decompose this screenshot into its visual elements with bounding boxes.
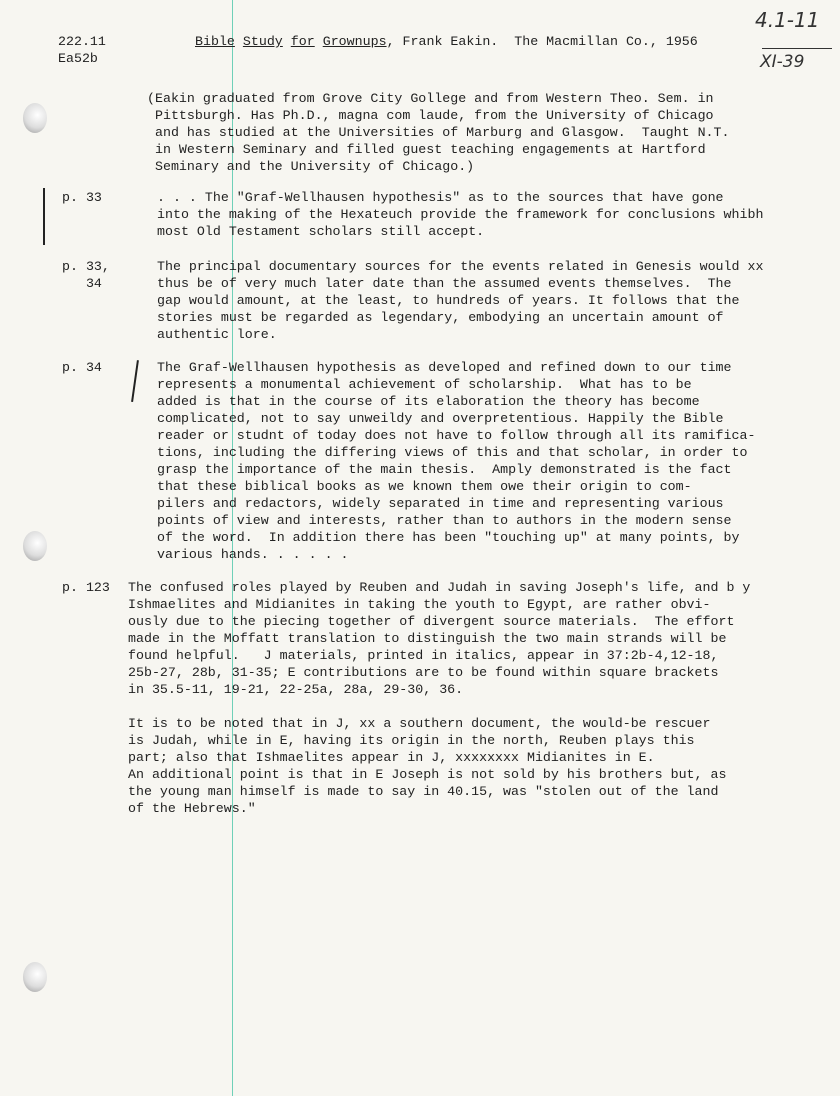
bio-line: Seminary and the University of Chicago.) xyxy=(147,159,475,174)
page-reference xyxy=(62,579,110,596)
handwritten-catalog-number: 4.1-11 xyxy=(755,8,820,32)
note-quote xyxy=(157,258,763,343)
note-line: various hands. . . . . . xyxy=(157,547,349,562)
page-number: p. 123 xyxy=(62,580,110,595)
note-line: part; also that Ishmaelites appear in J, xxxxxxxx Midianites in E. xyxy=(128,750,655,765)
page-number: p. 34 xyxy=(62,360,102,375)
punch-hole xyxy=(23,962,47,992)
note-line: into the making of the Hexateuch provide the framework for conclusions whibh xyxy=(157,207,764,222)
note-line xyxy=(128,698,750,715)
title-word: Grownups xyxy=(322,34,387,49)
note-line: made in the Moffatt translation to distinguish the two main strands will be xyxy=(128,631,727,646)
note-line: An additional point is that in E Joseph is not sold by his brothers but, as xyxy=(128,767,727,782)
note-line: added is that in the course of its elaboration the theory has become xyxy=(157,394,700,409)
note-line: reader or studnt of today does not have to follow through all its ramifica- xyxy=(157,428,756,443)
note-line: 25b-27, 28b, 31-35; E contributions are to be found within square brackets xyxy=(128,665,719,680)
note-line: . . . The "Graf-Wellhausen hypothesis" as to the sources that have gone xyxy=(157,190,724,205)
bio-line: in Western Seminary and filled guest teaching engagements at Hartford xyxy=(147,142,706,157)
note-line: in 35.5-11, 19-21, 22-25a, 28a, 29-30, 36. xyxy=(128,682,464,697)
author-bio xyxy=(147,90,730,175)
note-line: tions, including the differing views of this and that scholar, in order to xyxy=(157,445,748,460)
page-reference xyxy=(62,359,102,376)
note-line: complicated, not to say unweildy and overpretentious. Happily the Bible xyxy=(157,411,724,426)
page-reference xyxy=(62,189,102,206)
note-line: ously due to the piecing together of divergent source materials. The effort xyxy=(128,614,735,629)
note-line: found helpful. J materials, printed in italics, appear in 37:2b-4,12-18, xyxy=(128,648,719,663)
note-line: authentic lore. xyxy=(157,327,277,342)
punch-hole xyxy=(23,531,47,561)
note-line: that these biblical books as we known them owe their origin to com- xyxy=(157,479,692,494)
note-line: pilers and redactors, widely separated in time and representing various xyxy=(157,496,724,511)
note-line: of the word. In addition there has been "touching up" at many points, by xyxy=(157,530,740,545)
note-line: of the Hebrews." xyxy=(128,801,256,816)
page-reference xyxy=(62,258,110,292)
bio-line: and has studied at the Universities of Marburg and Glasgow. Taught N.T. xyxy=(147,125,730,140)
call-number-line: 222.11 xyxy=(58,34,106,49)
title-word: Study xyxy=(242,34,283,49)
page-number: p. 33, xyxy=(62,259,110,274)
citation-rest: , Frank Eakin. The Macmillan Co., 1956 xyxy=(386,34,698,49)
note-line: the young man himself is made to say in 40.15, was "stolen out of the land xyxy=(128,784,719,799)
bio-line: Pittsburgh. Has Ph.D., magna com laude, from the University of Chicago xyxy=(147,108,714,123)
margin-mark xyxy=(131,360,138,402)
note-line: is Judah, while in E, having its origin in the north, Reuben plays this xyxy=(128,733,695,748)
handwritten-volume-number: XI-39 xyxy=(760,52,805,72)
punch-hole xyxy=(23,103,47,133)
note-line: Ishmaelites and Midianites in taking the youth to Egypt, are rather obvi- xyxy=(128,597,711,612)
note-line: The Graf-Wellhausen hypothesis as developed and refined down to our time xyxy=(157,360,732,375)
note-line: points of view and interests, rather than to authors in the modern sense xyxy=(157,513,732,528)
bio-line: (Eakin graduated from Grove City Gollege and from Western Theo. Sem. in xyxy=(147,91,714,106)
book-citation xyxy=(195,33,698,50)
note-line: most Old Testament scholars still accept. xyxy=(157,224,485,239)
note-line: represents a monumental achievement of scholarship. What has to be xyxy=(157,377,692,392)
note-quote xyxy=(157,189,763,240)
title-word: Bible xyxy=(195,34,235,49)
note-quote xyxy=(157,359,755,563)
note-line: stories must be regarded as legendary, embodying an uncertain amount of xyxy=(157,310,724,325)
note-line: thus be of very much later date than the assumed events themselves. The xyxy=(157,276,732,291)
margin-mark xyxy=(43,188,45,245)
note-quote xyxy=(128,579,750,817)
page-number: p. 33 xyxy=(62,190,102,205)
note-line: The principal documentary sources for the events related in Genesis would xx xyxy=(157,259,764,274)
title-word: for xyxy=(290,34,315,49)
call-number xyxy=(58,33,106,67)
page-number: 34 xyxy=(62,276,102,291)
call-number-line: Ea52b xyxy=(58,51,98,66)
note-line: The confused roles played by Reuben and Judah in saving Joseph's life, and b y xyxy=(128,580,751,595)
note-line: grasp the importance of the main thesis. Amply demonstrated is the fact xyxy=(157,462,732,477)
note-line: gap would amount, at the least, to hundreds of years. It follows that the xyxy=(157,293,740,308)
note-line: It is to be noted that in J, xx a southern document, the would-be rescuer xyxy=(128,716,711,731)
